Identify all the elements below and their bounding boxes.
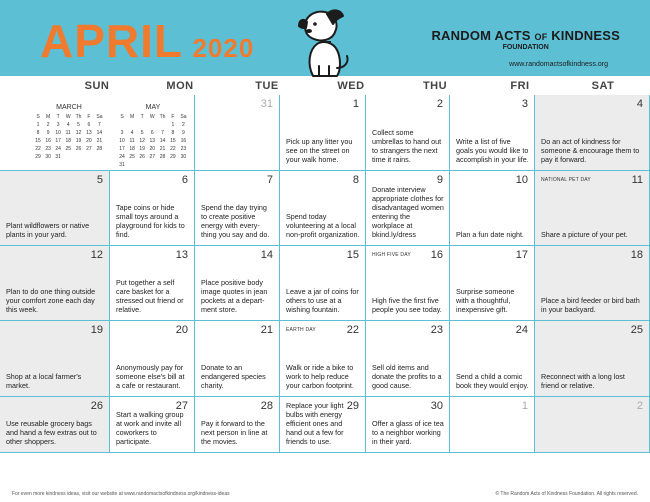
day-cell <box>110 171 195 246</box>
day-number: 1 <box>521 400 528 412</box>
day-number: 18 <box>630 249 643 261</box>
day-kindness-idea: Anonymously pay for someone else's bill at a cafe or restaurant. <box>116 363 185 390</box>
brand-random-acts: RANDOM ACTS <box>431 28 531 43</box>
mini-calendar-date: 14 <box>96 130 103 136</box>
mini-calendar-date: 5 <box>77 122 80 128</box>
day-kindness-idea: Use reusable grocery bags and hand a few extras out to other shoppers. <box>6 419 97 446</box>
mini-calendar-date <box>63 153 73 161</box>
day-number: 9 <box>436 174 443 186</box>
day-number: 17 <box>515 249 528 261</box>
day-cell <box>195 171 280 246</box>
day-kindness-idea: Spend today volunteering at a local non-profit organization. <box>286 212 360 239</box>
mini-calendar-date: 26 <box>75 146 82 152</box>
day-kindness-idea: Share a picture of your pet. <box>541 230 628 239</box>
day-cell <box>450 246 535 321</box>
mini-calendar-date: 31 <box>119 162 125 168</box>
day-cell <box>450 171 535 246</box>
mini-calendar-weekday: S <box>36 114 40 120</box>
mini-calendar-march <box>33 104 105 161</box>
day-number: 27 <box>175 400 188 412</box>
mini-calendar-date: 23 <box>45 146 51 152</box>
day-cell <box>366 95 450 171</box>
day-cell <box>280 246 366 321</box>
mini-calendar-date: 16 <box>180 138 187 144</box>
mini-calendar-weekday: F <box>171 114 175 120</box>
mini-calendar-date <box>127 161 137 169</box>
brand-kindness: KINDNESS <box>551 28 620 43</box>
mini-calendar-date: 7 <box>161 130 164 136</box>
day-observance-tag: EARTH DAY <box>286 327 316 333</box>
day-cell <box>366 321 450 397</box>
brand-of: OF <box>534 32 548 42</box>
mini-calendar-date: 25 <box>65 146 71 152</box>
mini-calendar-weekday: W <box>149 114 155 120</box>
day-number: 1 <box>352 98 359 110</box>
weekday-sat: SAT <box>591 80 615 92</box>
weekday-wed: WED <box>337 80 365 92</box>
day-kindness-idea: High five the first five people you see today. <box>372 296 442 314</box>
mini-calendar-weekday: Sa <box>180 114 187 120</box>
mini-calendar-table <box>33 113 105 161</box>
day-cell <box>0 321 110 397</box>
mini-calendar-date: 27 <box>149 154 155 160</box>
day-cell <box>366 246 450 321</box>
mini-calendar-date: 6 <box>150 130 154 136</box>
day-number: 13 <box>175 249 188 261</box>
mini-calendar-date: 20 <box>86 138 92 144</box>
weekday-sun: SUN <box>84 80 110 92</box>
day-cell <box>366 397 450 453</box>
mini-calendar-date: 18 <box>65 138 71 144</box>
day-kindness-idea: Plan to do one thing outside your comfort zone each day this week. <box>6 287 96 314</box>
day-kindness-idea: Place a bird feeder or bird bath in your backyard. <box>541 296 640 314</box>
mini-calendar-title: MARCH <box>56 104 82 111</box>
day-kindness-idea: Surprise someone with a thoughtful, inexpensive gift. <box>456 287 515 314</box>
mini-calendar-table <box>117 113 189 169</box>
day-cell <box>195 321 280 397</box>
day-cell <box>195 95 280 171</box>
mini-calendar-date: 15 <box>35 138 41 144</box>
mini-calendar-date: 2 <box>182 122 185 128</box>
day-number: 15 <box>346 249 359 261</box>
footer-note: For even more kindness ideas, visit our website at www.randomactsofkindness.org/kindness-ideas <box>12 491 230 497</box>
day-number: 28 <box>260 400 273 412</box>
mini-calendar-may <box>117 104 189 169</box>
weekday-mon: MON <box>166 80 194 92</box>
day-kindness-idea: Do an act of kindness for someone & encourage them to pay it forward. <box>541 137 640 164</box>
mini-calendar-date: 3 <box>120 130 124 136</box>
day-number: 16 <box>430 249 443 261</box>
mini-calendar-date: 12 <box>139 138 145 144</box>
mini-calendar-date: 11 <box>65 130 71 136</box>
day-number: 10 <box>515 174 528 186</box>
mini-calendar-date <box>73 153 84 161</box>
dog-mascot-icon <box>283 4 363 84</box>
day-kindness-idea: Walk or ride a bike to work to help reduce your carbon footprint. <box>286 363 354 390</box>
mini-calendar-date: 2 <box>46 122 50 128</box>
mini-calendar-date: 8 <box>36 130 40 136</box>
mini-calendar-date: 9 <box>182 130 185 136</box>
mini-calendar-date: 24 <box>119 154 125 160</box>
mini-calendar-date: 30 <box>45 154 51 160</box>
mini-calendar-date: 27 <box>86 146 92 152</box>
mini-calendar-date: 11 <box>129 138 135 144</box>
day-kindness-idea: Reconnect with a long lost friend or relative. <box>541 372 625 390</box>
mini-calendar-date: 12 <box>75 130 82 136</box>
mini-calendar-date <box>168 161 178 169</box>
day-cell <box>535 321 650 397</box>
mini-calendar-date: 1 <box>171 122 175 128</box>
mini-calendar-date <box>157 121 168 129</box>
mini-calendar-date: 17 <box>55 138 61 144</box>
mini-calendar-date: 1 <box>36 122 40 128</box>
day-number: 8 <box>352 174 359 186</box>
day-cell <box>0 397 110 453</box>
mini-calendar-date: 15 <box>170 138 176 144</box>
mini-calendar-date <box>137 121 147 129</box>
mini-calendar-weekday: Th <box>75 114 82 120</box>
day-number: 6 <box>181 174 188 186</box>
day-number: 22 <box>346 324 359 336</box>
calendar-title <box>40 14 254 68</box>
mini-calendar-weekday: Th <box>159 114 166 120</box>
day-kindness-idea: Pick up any litter you see on the street on your walk home. <box>286 137 353 164</box>
day-number: 3 <box>521 98 528 110</box>
weekday-fri: FRI <box>510 80 530 92</box>
day-cell <box>280 397 366 453</box>
weekday-tue: TUE <box>255 80 279 92</box>
mini-calendar-date: 20 <box>149 146 155 152</box>
brand-url: www.randomactsofkindness.org <box>509 61 608 68</box>
day-cell <box>280 171 366 246</box>
day-number: 2 <box>436 98 443 110</box>
day-number: 29 <box>346 400 359 412</box>
mini-calendar-date: 7 <box>98 122 101 128</box>
mini-calendar-weekday: F <box>87 114 91 120</box>
mini-calendar-date <box>157 161 168 169</box>
mini-calendar-date: 22 <box>170 146 176 152</box>
day-number: 26 <box>90 400 103 412</box>
day-kindness-idea: Write a list of five goals you would like to accomplish in your life. <box>456 137 529 164</box>
mini-calendar-date: 13 <box>86 130 92 136</box>
day-kindness-idea: Put together a self care basket for a stressed out friend or relative. <box>116 278 184 314</box>
day-number: 4 <box>636 98 643 110</box>
day-cell <box>535 95 650 171</box>
mini-calendar-weekday: S <box>120 114 124 120</box>
day-number: 25 <box>630 324 643 336</box>
footer-copyright: © The Random Acts of Kindness Foundation. All rights reserved. <box>495 491 638 497</box>
brand-foundation: FOUNDATION <box>502 44 549 51</box>
mini-calendar-weekday: W <box>65 114 71 120</box>
day-kindness-idea: Leave a jar of coins for others to use at a wishing fountain. <box>286 287 359 314</box>
mini-calendar-date: 28 <box>96 146 103 152</box>
weekday-header-row <box>0 76 650 96</box>
day-kindness-idea: Sell old items and donate the profits to a good cause. <box>372 363 442 390</box>
day-cell <box>535 397 650 453</box>
mini-calendar-date <box>147 161 157 169</box>
mini-calendar-date <box>178 161 189 169</box>
month-title: APRIL <box>40 15 183 67</box>
day-cell <box>110 397 195 453</box>
day-kindness-idea: Plan a fun date night. <box>456 230 524 239</box>
mini-calendar-date <box>127 121 137 129</box>
mini-calendar-date: 28 <box>159 154 166 160</box>
mini-calendar-date: 14 <box>159 138 166 144</box>
mini-calendar-date: 5 <box>140 130 144 136</box>
mini-calendar-date <box>117 121 127 129</box>
day-number: 30 <box>430 400 443 412</box>
mini-calendar-date <box>84 153 94 161</box>
day-cell <box>535 246 650 321</box>
mini-calendar-date <box>94 153 105 161</box>
mini-calendar-date: 29 <box>170 154 176 160</box>
mini-calendar-date: 26 <box>139 154 145 160</box>
day-cell <box>110 246 195 321</box>
day-cell <box>280 321 366 397</box>
day-kindness-idea: Send a child a comic book they would enjoy. <box>456 372 529 390</box>
mini-calendar-date: 24 <box>55 146 61 152</box>
day-number: 5 <box>96 174 103 186</box>
day-cell <box>450 321 535 397</box>
mini-calendar-date: 22 <box>35 146 41 152</box>
day-number: 20 <box>175 324 188 336</box>
day-number: 14 <box>260 249 273 261</box>
day-observance-tag: NATIONAL PET DAY <box>541 177 591 183</box>
day-kindness-idea: Donate to an endangered species charity. <box>201 363 266 390</box>
mini-calendar-date: 10 <box>119 138 125 144</box>
mini-calendar-date: 4 <box>66 122 70 128</box>
year-title: 2020 <box>192 33 255 63</box>
mini-calendar-date: 9 <box>46 130 50 136</box>
day-kindness-idea: Start a walking group at work and invite all coworkers to participate. <box>116 410 184 446</box>
day-kindness-idea: Pay it forward to the next person in line at the movies. <box>201 419 268 446</box>
mini-calendar-weekday: Sa <box>96 114 103 120</box>
day-number: 11 <box>631 174 643 186</box>
mini-calendar-date <box>147 121 157 129</box>
mini-calendar-date: 16 <box>45 138 51 144</box>
day-kindness-idea: Tape coins or hide small toys around a playground for kids to find. <box>116 203 185 239</box>
mini-calendar-date: 29 <box>35 154 41 160</box>
mini-calendar-date: 8 <box>171 130 175 136</box>
mini-calendar-date: 6 <box>87 122 91 128</box>
day-number: 23 <box>430 324 443 336</box>
day-kindness-idea: Spend the day trying to create positive energy with every-thing you say and do. <box>201 203 270 239</box>
mini-calendar-date <box>137 161 147 169</box>
day-number: 7 <box>266 174 273 186</box>
mini-calendar-date: 30 <box>180 154 187 160</box>
day-cell <box>0 171 110 246</box>
mini-calendar-weekday: M <box>46 114 51 120</box>
day-number: 19 <box>90 324 103 336</box>
mini-calendar-date: 23 <box>180 146 187 152</box>
mini-calendar-date: 21 <box>159 146 166 152</box>
weekday-thu: THU <box>422 80 448 92</box>
calendar-header <box>0 0 650 76</box>
mini-calendar-weekday: T <box>140 114 144 120</box>
mini-calendar-date: 25 <box>129 154 135 160</box>
day-observance-tag: HIGH FIVE DAY <box>372 252 411 258</box>
day-number: 21 <box>260 324 273 336</box>
day-kindness-idea: Place positive body image quotes in jean pockets at a depart-ment store. <box>201 278 268 314</box>
day-kindness-idea: Plant wildflowers or native plants in your yard. <box>6 221 90 239</box>
mini-calendar-weekday: M <box>130 114 135 120</box>
brand-logo <box>431 28 620 51</box>
mini-calendar-date: 18 <box>129 146 135 152</box>
mini-calendar-date: 13 <box>149 138 155 144</box>
mini-calendar-title: MAY <box>145 104 161 111</box>
day-kindness-idea: Donate interview appropriate clothes for disadvantaged women entering the workplace at bkind.ly/dress <box>372 185 444 239</box>
day-number: 12 <box>90 249 103 261</box>
day-cell <box>535 171 650 246</box>
day-kindness-idea: Replace your light bulbs with energy efficient ones and hand out a few for friends to use. <box>286 401 344 446</box>
day-cell <box>195 397 280 453</box>
day-cell <box>450 95 535 171</box>
day-cell <box>195 246 280 321</box>
day-cell <box>280 95 366 171</box>
day-kindness-idea: Shop at a local farmer's market. <box>6 372 82 390</box>
mini-calendar-date: 4 <box>130 130 134 136</box>
day-number: 24 <box>515 324 528 336</box>
day-kindness-idea: Offer a glass of ice tea to a neighbor working in their yard. <box>372 419 444 446</box>
day-cell <box>450 397 535 453</box>
mini-calendar-date: 17 <box>119 146 125 152</box>
mini-calendar-date: 21 <box>96 138 103 144</box>
day-kindness-idea: Collect some umbrellas to hand out to strangers the next time it rains. <box>372 128 442 164</box>
mini-calendar-weekday: T <box>56 114 60 120</box>
mini-calendar-date: 10 <box>55 130 61 136</box>
day-cell <box>110 321 195 397</box>
day-cell <box>0 246 110 321</box>
mini-calendar-date: 31 <box>55 154 61 160</box>
mini-calendar-date: 19 <box>75 138 82 144</box>
mini-calendar-date: 19 <box>139 146 145 152</box>
day-number: 2 <box>636 400 643 412</box>
day-number: 31 <box>260 98 273 110</box>
day-cell <box>366 171 450 246</box>
mini-calendar-date: 3 <box>56 122 60 128</box>
